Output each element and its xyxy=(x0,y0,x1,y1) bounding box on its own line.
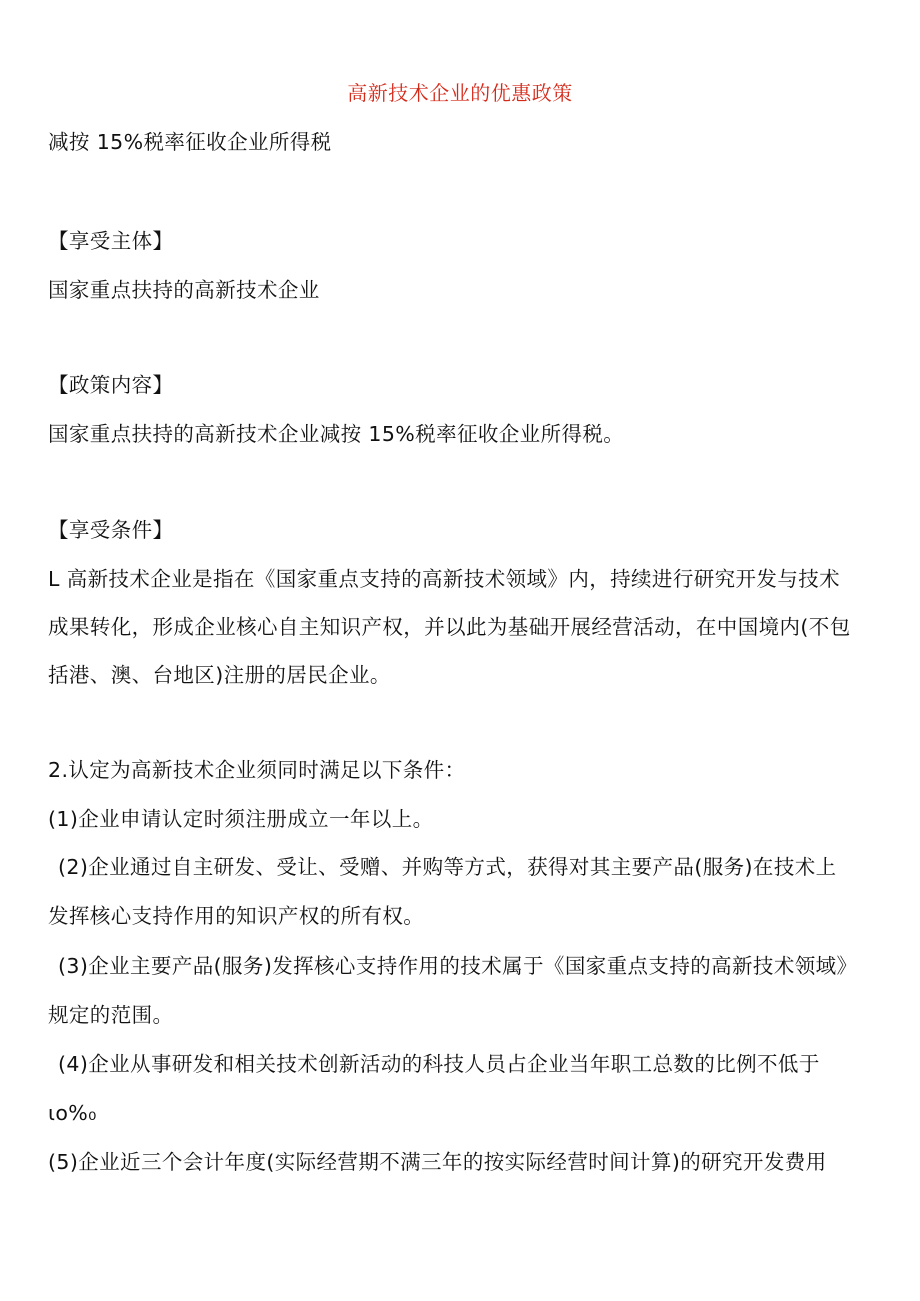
condition-item-continuation: ιo%₀ xyxy=(48,1101,97,1125)
section-heading-content: 【政策内容】 xyxy=(48,373,174,397)
condition-item-continuation: 发挥核心支持作用的知识产权的所有权。 xyxy=(48,904,425,928)
section-heading-subject: 【享受主体】 xyxy=(48,229,174,253)
conditions-para1-line: 括港、澳、台地区)注册的居民企业。 xyxy=(48,663,391,687)
document-title: 高新技术企业的优惠政策 xyxy=(347,81,573,105)
section-body-subject: 国家重点扶持的高新技术企业 xyxy=(48,278,320,302)
condition-item: (2)企业通过自主研发、受让、受赠、并购等方式，获得对其主要产品(服务)在技术上 xyxy=(58,855,837,879)
section-heading-conditions: 【享受条件】 xyxy=(48,518,174,542)
condition-item: (3)企业主要产品(服务)发挥核心支持作用的技术属于《国家重点支持的高新技术领域》 xyxy=(58,954,858,978)
section-body-content: 国家重点扶持的高新技术企业减按 15%税率征收企业所得税。 xyxy=(48,422,625,446)
conditions-para1-line: 成果转化，形成企业核心自主知识产权，并以此为基础开展经营活动，在中国境内(不包 xyxy=(48,615,851,639)
document-subtitle: 减按 15%税率征收企业所得税 xyxy=(48,130,332,154)
condition-item-continuation: 规定的范围。 xyxy=(48,1003,174,1027)
conditions-para1-line: L 高新技术企业是指在《国家重点支持的高新技术领域》内，持续进行研究开发与技术 xyxy=(48,567,841,591)
conditions-para2-intro: 2.认定为高新技术企业须同时满足以下条件： xyxy=(48,758,466,782)
condition-item: (1)企业申请认定时须注册成立一年以上。 xyxy=(48,807,434,831)
condition-item: (4)企业从事研发和相关技术创新活动的科技人员占企业当年职工总数的比例不低于 xyxy=(58,1052,820,1076)
condition-item: (5)企业近三个会计年度(实际经营期不满三年的按实际经营时间计算)的研究开发费用 xyxy=(48,1150,827,1174)
